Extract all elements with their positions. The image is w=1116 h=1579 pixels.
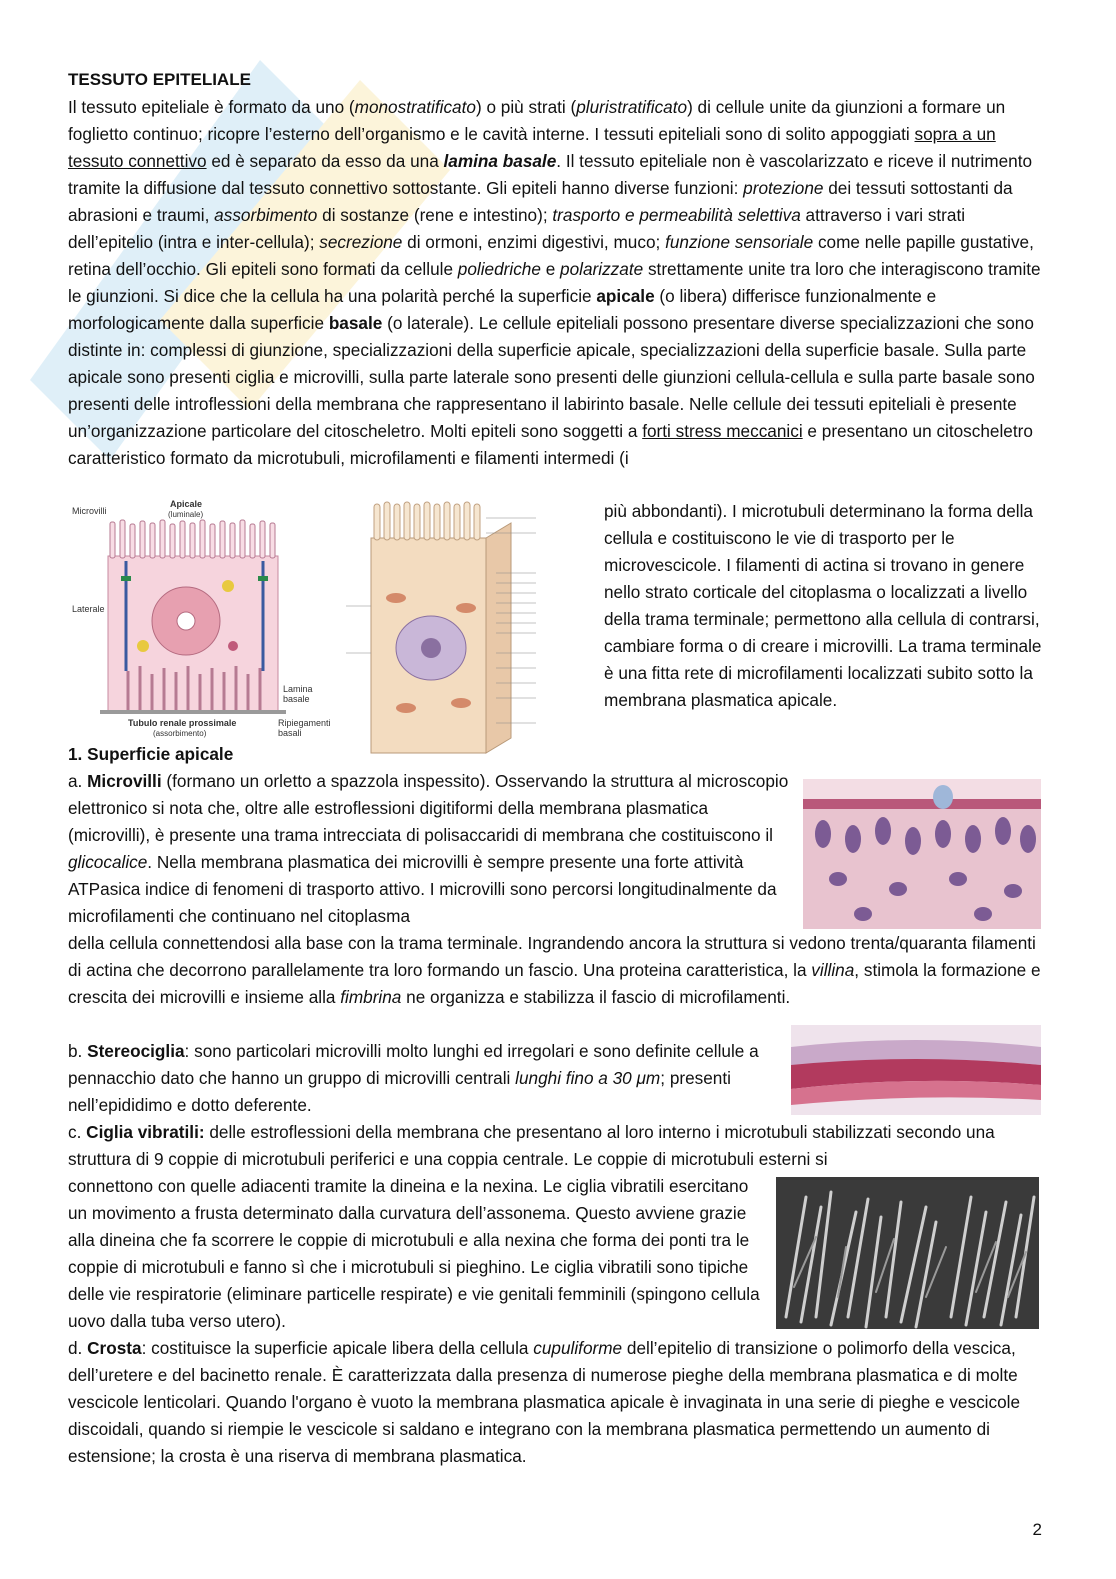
cilia-paragraph: c. Ciglia vibratili: delle estroflessioni della membrana che presentano al loro interno i microtubuli stabilizzati secondo una struttura di 9 coppie di microtubuli periferici e una coppia centrale. Le coppie di microtubuli esterni si [68,1122,995,1169]
svg-text:Lamina: Lamina [283,684,313,694]
svg-text:(luminale): (luminale) [168,510,204,519]
intro-paragraph: Il tessuto epiteliale è formato da uno (monostratificato) o più strati (pluristratificato) di cellule unite da giunzioni a formare un foglietto continuo; ricopre l’esterno dell’organismo e le cavità interne. I tessuti epiteliali sono di solito appoggiati sopra a un tessuto connettivo ed è separato da esso da una lamina basale. Il tessuto epiteliale non è vascolarizzato e riceve il nutrimento tramite la diffusione dal tessuto connettivo sottostante. Gli epiteli hanno diverse funzioni: protezione dei tessuti sottostanti da abrasioni e traumi, assorbimento di sostanze (rene e intestino); trasporto e permeabilità selettiva attraverso i vari strati dell’epitelio (intra e inter-cellula); secrezione di ormoni, enzimi digestivi, muco; funzione sensoriale come nelle papille gustative, retina dell’occhio. Gli epiteli sono formati da cellule poliedriche e polarizzate strettamente unite tra loro che interagiscono tramite le giunzioni. Si dice che la cellula ha una polarità perché la superficie apicale (o libera) differisce funzionalmente e morfologicamente dalla superficie basale (o laterale). Le cellule epiteliali possono presentare diverse specializzazioni che sono distinte in: complessi di giunzione, specializzazioni della superficie apicale, specializzazioni della superficie basale. Sulla parte apicale sono presenti ciglia e microvilli, sulla parte laterale sono presenti delle giunzioni cellula-cellula e sulla parte basale sono presenti delle introflessioni della membrana che rappresentano il labirinto basale. Nelle cellule dei tessuti epiteliali è presente un’organizzazione particolare del citoscheletro. Molti epiteli sono soggetti a forti stress meccanici e presentano un citoscheletro caratteristico formato da microtubuli, microfilamenti e filamenti intermedi (i [68,97,1041,468]
svg-text:basali: basali [278,728,302,738]
stereocilia-paragraph: b. Stereociglia: sono particolari microvilli molto lunghi ed irregolari e sono definite cellule a pennacchio dato che hanno un gruppo di microvilli centrali lunghi fino a 30 μm; presenti nell’epididimo e dotto deferente. [68,1041,759,1115]
side-paragraph: più abbondanti). I microtubuli determinano la forma della cellula e costituiscono le vie di trasporto per le microvescicole. I filamenti di actina si trovano in genere nello strato corticale del citoplasma o localizzati a livello della trama terminale; permettono alla cellula di contrarsi, cambiare forma o di creare i microvilli. La trama terminale è una fitta rete di microfilamenti localizzati subito sotto la membrana plasmatica apicale. [604,501,1042,710]
cilia-paragraph-continued: connettono con quelle adiacenti tramite la dineina e la nexina. Le ciglia vibratili esercitano un movimento a frusta determinato dalla curvatura dell’assonema. Questo avviene grazie alla dineina che fa scorrere le coppie di microtubuli e alla nexina che forma dei ponti tra le coppie di microtubuli e fanno sì che i microtubuli si pieghino. Le ciglia vibratili sono tipiche delle vie respiratorie (eliminare particelle respirate) e vie genitali femminili (spingono cellula uovo dalla tuba verso utero). [68,1176,760,1331]
page-title: TESSUTO EPITELIALE [68,70,251,89]
microvilli-paragraph: a. Microvilli (formano un orletto a spazzola inspessito). Osservando la struttura al microscopio elettronico si nota che, oltre alle estroflessioni digitiformi della membrana plasmatica (microvilli), è presente una trama intrecciata di polisaccaridi di membrana che costituiscono il glicocalice. Nella membrana plasmatica dei microvilli è sempre presente una forte attività ATPasica indice di fenomeni di trasporto attivo. I microvilli sono percorsi longitudinalmente da microfilamenti che continuano nel citoplasma [68,771,789,926]
svg-text:Apicale: Apicale [170,499,203,509]
crust-paragraph: d. Crosta: costituisce la superficie apicale libera della cellula cupuliforme dell’epitelio di transizione o polimorfo della vescica, dell’uretere e del bacinetto renale. È caratterizzata dalla presenza di numerose pieghe della membrana plasmatica e di molte vescicole lenticolari. Quando l'organo è vuoto la membrana plasmatica apicale è invaginata in una serie di pieghe e vescicole discoidali, quando si riempie le vescicole si saldano e integrano con la membrana plasmatica permettendo un aumento di estensione; la crosta è una riserva di membrana plasmatica. [68,1338,1021,1466]
svg-text:Laterale: Laterale [72,604,105,614]
label-microvilli: Microvilli [72,506,107,516]
svg-text:basale: basale [283,694,310,704]
microvilli-paragraph-continued: della cellula connettendosi alla base con la trama terminale. Ingrandendo ancora la struttura si vedono trenta/quaranta filamenti di actina che decorrono parallelamente tra loro formando un fascio. Una proteina caratteristica, la villina, stimola la formazione e crescita dei microvilli e insieme alla fimbrina ne organizza e stabilizza il fascio di microfilamenti. [68,933,1041,1007]
svg-text:Tubulo renale prossimale: Tubulo renale prossimale [128,718,237,728]
epithelial-cell-3d-diagram [336,498,586,758]
stereocilia-histology-image [791,1025,1041,1115]
page-number: 2 [1032,1520,1042,1539]
section-heading: 1. Superficie apicale [68,744,234,764]
svg-text:(assorbimento): (assorbimento) [153,729,207,738]
cilia-sem-image [776,1177,1039,1329]
tubule-cell-diagram [68,496,348,746]
svg-text:Ripiegamenti: Ripiegamenti [278,718,331,728]
microvilli-histology-image [803,779,1041,929]
